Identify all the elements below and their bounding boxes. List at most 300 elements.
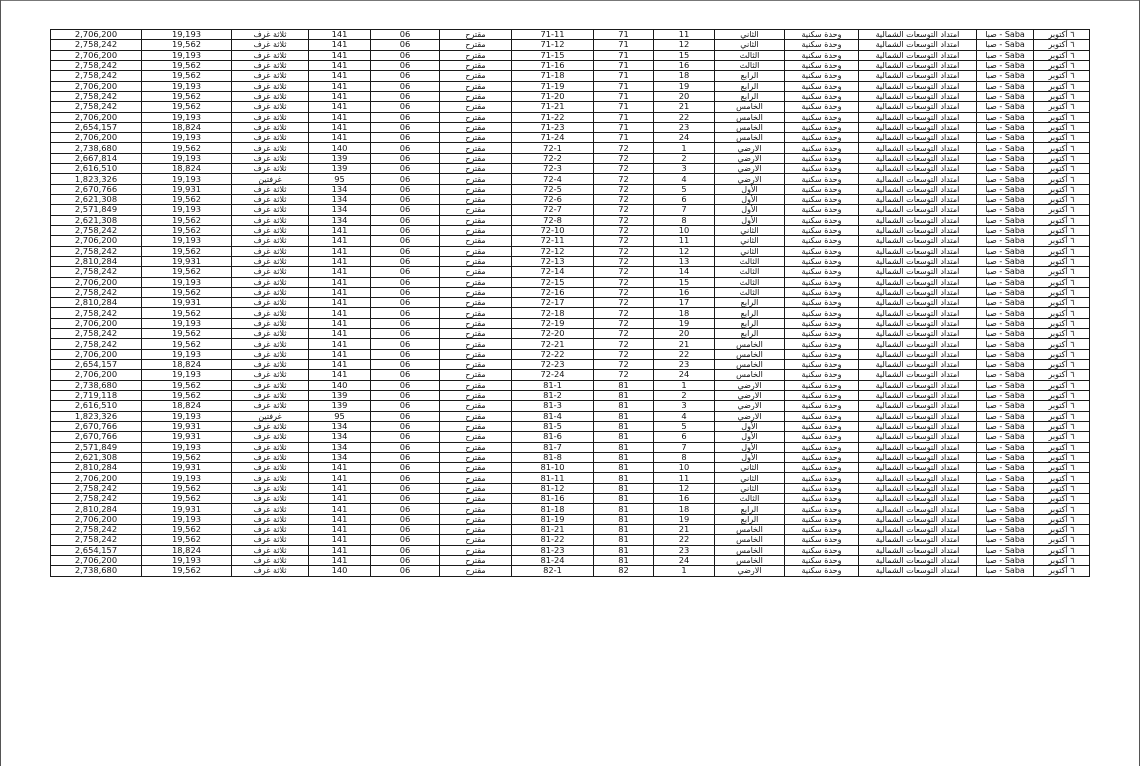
city-cell: ٦ أكتوبر — [1034, 349, 1090, 359]
price-cell: 2,616,510 — [51, 401, 142, 411]
unit-type-cell: ثلاثة غرف — [232, 566, 309, 576]
district-cell: امتداد التوسعات الشمالية — [859, 102, 977, 112]
price-per-meter-cell: 18,824 — [142, 401, 232, 411]
area-cell: 134 — [309, 195, 371, 205]
district-cell: امتداد التوسعات الشمالية — [859, 360, 977, 370]
price-cell: 2,758,242 — [51, 535, 142, 545]
city-cell: ٦ أكتوبر — [1034, 329, 1090, 339]
unit-number-cell: 1 — [654, 380, 715, 390]
unit-type-cell: ثلاثة غرف — [232, 390, 309, 400]
area-cell: 141 — [309, 473, 371, 483]
unit-code-cell: 81-1 — [512, 380, 594, 390]
table-row — [51, 267, 1090, 277]
price-cell: 2,738,680 — [51, 143, 142, 153]
table-row — [51, 40, 1090, 50]
district-cell: امتداد التوسعات الشمالية — [859, 421, 977, 431]
price-cell: 2,758,242 — [51, 525, 142, 535]
status-cell: مقترح — [440, 71, 512, 81]
city-cell: ٦ أكتوبر — [1034, 225, 1090, 235]
unit-category-cell: وحدة سكنية — [785, 318, 859, 328]
city-cell: ٦ أكتوبر — [1034, 215, 1090, 225]
unit-code-cell: 72-16 — [512, 287, 594, 297]
district-cell: امتداد التوسعات الشمالية — [859, 380, 977, 390]
phase-cell: 06 — [371, 514, 440, 524]
phase-cell: 06 — [371, 329, 440, 339]
unit-number-cell: 1 — [654, 143, 715, 153]
district-cell: امتداد التوسعات الشمالية — [859, 504, 977, 514]
district-cell: امتداد التوسعات الشمالية — [859, 329, 977, 339]
unit-type-cell: ثلاثة غرف — [232, 401, 309, 411]
unit-type-cell: ثلاثة غرف — [232, 473, 309, 483]
price-per-meter-cell: 19,193 — [142, 174, 232, 184]
status-cell: مقترح — [440, 195, 512, 205]
price-cell: 2,667,814 — [51, 153, 142, 163]
project-cell: صبا - Saba — [977, 566, 1034, 576]
area-cell: 141 — [309, 81, 371, 91]
price-per-meter-cell: 19,931 — [142, 432, 232, 442]
unit-number-cell: 10 — [654, 225, 715, 235]
status-cell: مقترح — [440, 452, 512, 462]
status-cell: مقترح — [440, 390, 512, 400]
phase-cell: 06 — [371, 215, 440, 225]
phase-cell: 06 — [371, 91, 440, 101]
status-cell: مقترح — [440, 81, 512, 91]
project-cell: صبا - Saba — [977, 246, 1034, 256]
district-cell: امتداد التوسعات الشمالية — [859, 215, 977, 225]
phase-cell: 06 — [371, 390, 440, 400]
price-cell: 2,706,200 — [51, 30, 142, 40]
city-cell: ٦ أكتوبر — [1034, 308, 1090, 318]
unit-number-cell: 11 — [654, 236, 715, 246]
district-cell: امتداد التوسعات الشمالية — [859, 91, 977, 101]
district-cell: امتداد التوسعات الشمالية — [859, 318, 977, 328]
table-row — [51, 50, 1090, 60]
price-per-meter-cell: 19,193 — [142, 81, 232, 91]
project-cell: صبا - Saba — [977, 143, 1034, 153]
phase-cell: 06 — [371, 421, 440, 431]
district-cell: امتداد التوسعات الشمالية — [859, 442, 977, 452]
unit-code-cell: 71-18 — [512, 71, 594, 81]
price-per-meter-cell: 19,193 — [142, 349, 232, 359]
price-per-meter-cell: 19,193 — [142, 205, 232, 215]
phase-cell: 06 — [371, 494, 440, 504]
unit-number-cell: 12 — [654, 40, 715, 50]
unit-category-cell: وحدة سكنية — [785, 50, 859, 60]
unit-type-cell: ثلاثة غرف — [232, 215, 309, 225]
city-cell: ٦ أكتوبر — [1034, 246, 1090, 256]
building-cell: 71 — [594, 81, 654, 91]
unit-type-cell: ثلاثة غرف — [232, 483, 309, 493]
unit-type-cell: ثلاثة غرف — [232, 225, 309, 235]
unit-category-cell: وحدة سكنية — [785, 360, 859, 370]
building-cell: 72 — [594, 329, 654, 339]
unit-type-cell: ثلاثة غرف — [232, 318, 309, 328]
table-row — [51, 91, 1090, 101]
unit-code-cell: 71-19 — [512, 81, 594, 91]
table-row — [51, 184, 1090, 194]
unit-code-cell: 72-10 — [512, 225, 594, 235]
unit-number-cell: 19 — [654, 318, 715, 328]
status-cell: مقترح — [440, 535, 512, 545]
area-cell: 141 — [309, 504, 371, 514]
status-cell: مقترح — [440, 504, 512, 514]
table-row — [51, 164, 1090, 174]
project-cell: صبا - Saba — [977, 102, 1034, 112]
district-cell: امتداد التوسعات الشمالية — [859, 473, 977, 483]
unit-type-cell: ثلاثة غرف — [232, 246, 309, 256]
status-cell: مقترح — [440, 174, 512, 184]
building-cell: 72 — [594, 236, 654, 246]
phase-cell: 06 — [371, 40, 440, 50]
building-cell: 71 — [594, 122, 654, 132]
district-cell: امتداد التوسعات الشمالية — [859, 339, 977, 349]
price-cell: 2,654,157 — [51, 122, 142, 132]
price-cell: 2,738,680 — [51, 380, 142, 390]
unit-code-cell: 81-8 — [512, 452, 594, 462]
table-row — [51, 246, 1090, 256]
unit-category-cell: وحدة سكنية — [785, 91, 859, 101]
unit-code-cell: 71-24 — [512, 133, 594, 143]
unit-type-cell: غرفتين — [232, 174, 309, 184]
area-cell: 141 — [309, 287, 371, 297]
building-cell: 81 — [594, 483, 654, 493]
project-cell: صبا - Saba — [977, 174, 1034, 184]
unit-number-cell: 16 — [654, 494, 715, 504]
price-per-meter-cell: 19,562 — [142, 71, 232, 81]
unit-category-cell: وحدة سكنية — [785, 184, 859, 194]
district-cell: امتداد التوسعات الشمالية — [859, 267, 977, 277]
project-cell: صبا - Saba — [977, 535, 1034, 545]
price-per-meter-cell: 19,562 — [142, 40, 232, 50]
price-per-meter-cell: 19,193 — [142, 277, 232, 287]
project-cell: صبا - Saba — [977, 205, 1034, 215]
unit-category-cell: وحدة سكنية — [785, 421, 859, 431]
floor-cell: الثاني — [715, 30, 785, 40]
district-cell: امتداد التوسعات الشمالية — [859, 205, 977, 215]
area-cell: 141 — [309, 308, 371, 318]
project-cell: صبا - Saba — [977, 432, 1034, 442]
phase-cell: 06 — [371, 256, 440, 266]
floor-cell: الخامس — [715, 112, 785, 122]
area-cell: 141 — [309, 91, 371, 101]
building-cell: 71 — [594, 133, 654, 143]
project-cell: صبا - Saba — [977, 81, 1034, 91]
price-cell: 2,706,200 — [51, 318, 142, 328]
price-per-meter-cell: 19,193 — [142, 411, 232, 421]
unit-number-cell: 13 — [654, 256, 715, 266]
price-cell: 2,670,766 — [51, 184, 142, 194]
price-per-meter-cell: 19,562 — [142, 339, 232, 349]
floor-cell: الارضي — [715, 174, 785, 184]
building-cell: 72 — [594, 215, 654, 225]
table-row — [51, 112, 1090, 122]
status-cell: مقترح — [440, 329, 512, 339]
unit-type-cell: ثلاثة غرف — [232, 164, 309, 174]
price-per-meter-cell: 19,562 — [142, 380, 232, 390]
price-per-meter-cell: 19,193 — [142, 112, 232, 122]
district-cell: امتداد التوسعات الشمالية — [859, 452, 977, 462]
unit-code-cell: 72-7 — [512, 205, 594, 215]
floor-cell: الرابع — [715, 71, 785, 81]
unit-category-cell: وحدة سكنية — [785, 483, 859, 493]
project-cell: صبا - Saba — [977, 256, 1034, 266]
floor-cell: الرابع — [715, 329, 785, 339]
floor-cell: الثالث — [715, 60, 785, 70]
unit-number-cell: 5 — [654, 421, 715, 431]
unit-type-cell: ثلاثة غرف — [232, 349, 309, 359]
city-cell: ٦ أكتوبر — [1034, 277, 1090, 287]
unit-category-cell: وحدة سكنية — [785, 494, 859, 504]
building-cell: 81 — [594, 463, 654, 473]
unit-category-cell: وحدة سكنية — [785, 205, 859, 215]
price-cell: 2,758,242 — [51, 287, 142, 297]
district-cell: امتداد التوسعات الشمالية — [859, 174, 977, 184]
district-cell: امتداد التوسعات الشمالية — [859, 184, 977, 194]
building-cell: 72 — [594, 153, 654, 163]
price-per-meter-cell: 19,193 — [142, 514, 232, 524]
price-per-meter-cell: 19,562 — [142, 452, 232, 462]
building-cell: 81 — [594, 452, 654, 462]
table-row — [51, 442, 1090, 452]
price-per-meter-cell: 19,562 — [142, 225, 232, 235]
area-cell: 141 — [309, 267, 371, 277]
table-row — [51, 390, 1090, 400]
city-cell: ٦ أكتوبر — [1034, 360, 1090, 370]
unit-number-cell: 21 — [654, 102, 715, 112]
area-cell: 139 — [309, 401, 371, 411]
unit-number-cell: 21 — [654, 525, 715, 535]
status-cell: مقترح — [440, 473, 512, 483]
floor-cell: الرابع — [715, 91, 785, 101]
floor-cell: الأول — [715, 184, 785, 194]
project-cell: صبا - Saba — [977, 370, 1034, 380]
area-cell: 141 — [309, 525, 371, 535]
floor-cell: الثالث — [715, 267, 785, 277]
building-cell: 72 — [594, 308, 654, 318]
building-cell: 81 — [594, 421, 654, 431]
phase-cell: 06 — [371, 308, 440, 318]
price-cell: 2,706,200 — [51, 370, 142, 380]
unit-category-cell: وحدة سكنية — [785, 463, 859, 473]
unit-code-cell: 71-23 — [512, 122, 594, 132]
project-cell: صبا - Saba — [977, 164, 1034, 174]
area-cell: 141 — [309, 60, 371, 70]
project-cell: صبا - Saba — [977, 473, 1034, 483]
building-cell: 71 — [594, 91, 654, 101]
phase-cell: 06 — [371, 360, 440, 370]
area-cell: 139 — [309, 390, 371, 400]
phase-cell: 06 — [371, 153, 440, 163]
district-cell: امتداد التوسعات الشمالية — [859, 535, 977, 545]
phase-cell: 06 — [371, 143, 440, 153]
district-cell: امتداد التوسعات الشمالية — [859, 60, 977, 70]
unit-number-cell: 2 — [654, 390, 715, 400]
unit-code-cell: 81-3 — [512, 401, 594, 411]
unit-number-cell: 4 — [654, 411, 715, 421]
phase-cell: 06 — [371, 236, 440, 246]
city-cell: ٦ أكتوبر — [1034, 143, 1090, 153]
table-row — [51, 318, 1090, 328]
city-cell: ٦ أكتوبر — [1034, 153, 1090, 163]
unit-category-cell: وحدة سكنية — [785, 133, 859, 143]
district-cell: امتداد التوسعات الشمالية — [859, 81, 977, 91]
unit-code-cell: 82-1 — [512, 566, 594, 576]
unit-code-cell: 71-12 — [512, 40, 594, 50]
unit-category-cell: وحدة سكنية — [785, 143, 859, 153]
unit-category-cell: وحدة سكنية — [785, 329, 859, 339]
project-cell: صبا - Saba — [977, 514, 1034, 524]
project-cell: صبا - Saba — [977, 287, 1034, 297]
price-per-meter-cell: 18,824 — [142, 164, 232, 174]
status-cell: مقترح — [440, 184, 512, 194]
area-cell: 141 — [309, 318, 371, 328]
unit-code-cell: 71-20 — [512, 91, 594, 101]
unit-type-cell: ثلاثة غرف — [232, 195, 309, 205]
table-row — [51, 370, 1090, 380]
unit-category-cell: وحدة سكنية — [785, 174, 859, 184]
price-per-meter-cell: 19,562 — [142, 566, 232, 576]
floor-cell: الثالث — [715, 287, 785, 297]
unit-number-cell: 18 — [654, 504, 715, 514]
area-cell: 140 — [309, 143, 371, 153]
price-cell: 2,706,200 — [51, 133, 142, 143]
building-cell: 81 — [594, 525, 654, 535]
phase-cell: 06 — [371, 277, 440, 287]
area-cell: 141 — [309, 225, 371, 235]
project-cell: صبا - Saba — [977, 401, 1034, 411]
price-cell: 1,823,326 — [51, 411, 142, 421]
project-cell: صبا - Saba — [977, 452, 1034, 462]
floor-cell: الارضي — [715, 566, 785, 576]
phase-cell: 06 — [371, 566, 440, 576]
phase-cell: 06 — [371, 298, 440, 308]
unit-type-cell: ثلاثة غرف — [232, 133, 309, 143]
table-row — [51, 349, 1090, 359]
unit-type-cell: ثلاثة غرف — [232, 50, 309, 60]
unit-type-cell: ثلاثة غرف — [232, 102, 309, 112]
floor-cell: الثاني — [715, 483, 785, 493]
unit-type-cell: ثلاثة غرف — [232, 555, 309, 565]
phase-cell: 06 — [371, 432, 440, 442]
unit-number-cell: 15 — [654, 277, 715, 287]
unit-category-cell: وحدة سكنية — [785, 71, 859, 81]
status-cell: مقترح — [440, 153, 512, 163]
project-cell: صبا - Saba — [977, 30, 1034, 40]
district-cell: امتداد التوسعات الشمالية — [859, 555, 977, 565]
city-cell: ٦ أكتوبر — [1034, 298, 1090, 308]
district-cell: امتداد التوسعات الشمالية — [859, 236, 977, 246]
unit-number-cell: 3 — [654, 164, 715, 174]
city-cell: ٦ أكتوبر — [1034, 287, 1090, 297]
floor-cell: الثالث — [715, 50, 785, 60]
district-cell: امتداد التوسعات الشمالية — [859, 370, 977, 380]
city-cell: ٦ أكتوبر — [1034, 133, 1090, 143]
project-cell: صبا - Saba — [977, 421, 1034, 431]
project-cell: صبا - Saba — [977, 380, 1034, 390]
area-cell: 141 — [309, 360, 371, 370]
unit-code-cell: 72-14 — [512, 267, 594, 277]
status-cell: مقترح — [440, 525, 512, 535]
price-per-meter-cell: 19,562 — [142, 267, 232, 277]
price-cell: 2,616,510 — [51, 164, 142, 174]
building-cell: 72 — [594, 360, 654, 370]
building-cell: 72 — [594, 143, 654, 153]
price-per-meter-cell: 18,824 — [142, 545, 232, 555]
floor-cell: الثالث — [715, 256, 785, 266]
unit-number-cell: 18 — [654, 308, 715, 318]
unit-number-cell: 16 — [654, 60, 715, 70]
district-cell: امتداد التوسعات الشمالية — [859, 133, 977, 143]
city-cell: ٦ أكتوبر — [1034, 452, 1090, 462]
unit-type-cell: ثلاثة غرف — [232, 112, 309, 122]
phase-cell: 06 — [371, 246, 440, 256]
unit-type-cell: ثلاثة غرف — [232, 421, 309, 431]
city-cell: ٦ أكتوبر — [1034, 535, 1090, 545]
building-cell: 81 — [594, 390, 654, 400]
floor-cell: الخامس — [715, 133, 785, 143]
price-cell: 2,810,284 — [51, 463, 142, 473]
building-cell: 72 — [594, 195, 654, 205]
unit-number-cell: 8 — [654, 452, 715, 462]
project-cell: صبا - Saba — [977, 349, 1034, 359]
table-row — [51, 236, 1090, 246]
price-per-meter-cell: 18,824 — [142, 122, 232, 132]
floor-cell: الثاني — [715, 40, 785, 50]
table-row — [51, 143, 1090, 153]
floor-cell: الخامس — [715, 370, 785, 380]
floor-cell: الرابع — [715, 504, 785, 514]
unit-type-cell: ثلاثة غرف — [232, 277, 309, 287]
building-cell: 71 — [594, 50, 654, 60]
area-cell: 139 — [309, 164, 371, 174]
table-row — [51, 71, 1090, 81]
area-cell: 141 — [309, 545, 371, 555]
area-cell: 141 — [309, 370, 371, 380]
unit-number-cell: 3 — [654, 401, 715, 411]
status-cell: مقترح — [440, 339, 512, 349]
phase-cell: 06 — [371, 504, 440, 514]
price-cell: 2,758,242 — [51, 483, 142, 493]
phase-cell: 06 — [371, 452, 440, 462]
district-cell: امتداد التوسعات الشمالية — [859, 246, 977, 256]
area-cell: 134 — [309, 205, 371, 215]
city-cell: ٦ أكتوبر — [1034, 421, 1090, 431]
price-per-meter-cell: 19,931 — [142, 421, 232, 431]
district-cell: امتداد التوسعات الشمالية — [859, 287, 977, 297]
status-cell: مقترح — [440, 40, 512, 50]
phase-cell: 06 — [371, 380, 440, 390]
unit-number-cell: 24 — [654, 370, 715, 380]
unit-code-cell: 72-24 — [512, 370, 594, 380]
status-cell: مقترح — [440, 102, 512, 112]
status-cell: مقترح — [440, 494, 512, 504]
unit-number-cell: 11 — [654, 473, 715, 483]
unit-number-cell: 20 — [654, 91, 715, 101]
table-row — [51, 473, 1090, 483]
building-cell: 72 — [594, 277, 654, 287]
unit-category-cell: وحدة سكنية — [785, 555, 859, 565]
unit-number-cell: 22 — [654, 349, 715, 359]
price-per-meter-cell: 19,562 — [142, 143, 232, 153]
project-cell: صبا - Saba — [977, 112, 1034, 122]
city-cell: ٦ أكتوبر — [1034, 545, 1090, 555]
price-cell: 2,670,766 — [51, 421, 142, 431]
city-cell: ٦ أكتوبر — [1034, 504, 1090, 514]
city-cell: ٦ أكتوبر — [1034, 267, 1090, 277]
price-cell: 2,758,242 — [51, 71, 142, 81]
unit-type-cell: ثلاثة غرف — [232, 287, 309, 297]
status-cell: مقترح — [440, 442, 512, 452]
